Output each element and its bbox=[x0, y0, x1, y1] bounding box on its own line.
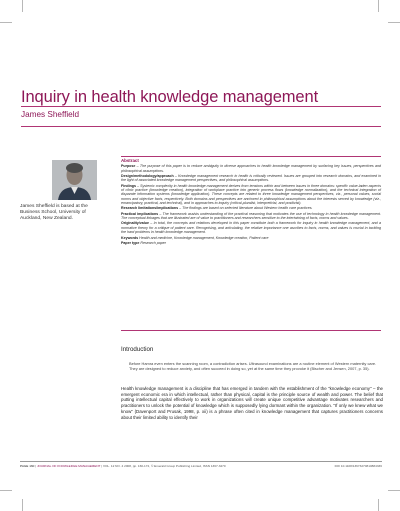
section-text: – Systemic complexity in health knowledge management derives from tensions within and between issues in three domains: specific value-laden aspects of clinic practice (knowledge creation), integration of workplace practice into generic process flows (knowledge normalization), and the technical integration of disparate information systems (knowledge application). These concepts are related to three knowledge management perspectives, viz., personal values, social norms and objective facts, respectively. Both domains and perspectives are anchored in philosophical assumptions about the interests served by knowledge (viz., emancipatory, practical, and technical), and in approaches to inquiry (critical-pluralist, interpretivist, and positivist). bbox=[121, 183, 381, 206]
crop-mark bbox=[388, 22, 400, 23]
page-footer: PAGE 160 | JOURNAL OF KNOWLEDGE MANAGEMENT | VOL. 12 NO. 4 2008, pp. 160-172, © Emerald Group Publishing Limited, ISSN 1367-3270 DOI 10.1108/13673270810884336 bbox=[20, 464, 382, 468]
citation-info: VOL. 12 NO. 4 2008, pp. 160-172, © Emerald Group Publishing Limited, ISSN 1367-3270 bbox=[102, 464, 226, 468]
author-photo bbox=[52, 160, 97, 200]
body-paragraph: Health knowledge management is a discipline that has emerged in tandem with the establishment of the "knowledge economy" – the emergent economic era in which intellectual, rather than physical, capital is the principle source of wealth and power. The belief that putting intellectual capital effectively to work in organizations will create unique competitive advantage motivates researchers and practitioners to unlock the potential of knowledge which is supposedly lying dormant within the organization. "If only we knew what we know" (Davenport and Prusak, 1998, p. xii) is a phrase often cited in knowledge management that captures practitioners concerns about their limited ability to identify their bbox=[121, 386, 383, 420]
doi: DOI 10.1108/13673270810884336 bbox=[334, 464, 382, 468]
section-text: – In total, the concepts and relations developed in this paper constitute both a framework for inquiry in health knowledge management, and a normative theory for a critique of patient care. Recognising, and articulating, the relative importance one ascribes to facts, norms, and values is crucial in tackling the hard problems in health knowledge management. bbox=[121, 221, 381, 235]
section-text: Health and medicine, Knowledge management, Knowledge creation, Patient care bbox=[138, 235, 269, 240]
section-text: – Knowledge management research in health is critically reviewed. Issues are grouped into research domains, and examined in the light of associated knowledge management perspectives, and philosophical assumptions. bbox=[121, 174, 381, 183]
section-label: Findings bbox=[121, 183, 136, 188]
section-text: Research paper bbox=[139, 240, 166, 245]
section-label: Practical implications bbox=[121, 211, 159, 216]
crop-mark bbox=[388, 490, 400, 491]
section-heading: Introduction bbox=[121, 346, 154, 353]
crop-mark bbox=[22, 499, 23, 511]
section-text: – The framework assists understanding of the practical reasoning that motivates the use of technology in health knowledge management. The conceptual linkages that are illustrated are of value to practitioners and researchers sensitive to the intertwining of facts, norms and values. bbox=[121, 211, 381, 221]
crop-mark bbox=[378, 0, 379, 12]
author-bio: James Sheffield is based at the Business School, University of Auckland, New Zealand. bbox=[20, 204, 88, 222]
page-number: PAGE 160 bbox=[20, 464, 35, 468]
footer-rule bbox=[20, 461, 382, 462]
section-label: Originality/value bbox=[121, 221, 149, 226]
author-rule bbox=[21, 126, 381, 127]
abstract-block bbox=[121, 159, 381, 246]
title-rule bbox=[21, 106, 381, 107]
section-label: Research limitations/implications bbox=[121, 206, 179, 211]
article-title: Inquiry in health knowledge management bbox=[21, 88, 319, 107]
crop-mark bbox=[0, 22, 12, 23]
abstract-bottom-rule bbox=[121, 330, 381, 331]
crop-mark bbox=[378, 499, 379, 511]
epigraph-quote: Before Hamra even enters the scanning room, a contradiction arises. Ultrasound examinations are a routine element of Western maternity care. They are designed to reduce anxiety, and often succeed in doing so, yet at the same time they provoke it (Bischer and Jensen, 2007, p. 35). bbox=[129, 361, 377, 372]
section-label: Design/methodology/approach bbox=[121, 174, 174, 179]
abstract-section bbox=[121, 164, 381, 173]
journal-name: JOURNAL OF KNOWLEDGE MANAGEMENT bbox=[36, 464, 101, 468]
author-name: James Sheffield bbox=[21, 110, 80, 119]
abstract-section bbox=[121, 241, 381, 245]
section-label: Keywords bbox=[121, 235, 139, 240]
abstract-section bbox=[121, 221, 381, 234]
abstract-section bbox=[121, 212, 381, 221]
section-label: Purpose bbox=[121, 164, 136, 169]
section-text: – The findings are based on selected literature about Western health care practices. bbox=[178, 206, 313, 211]
abstract-heading: Abstract bbox=[121, 158, 139, 163]
crop-mark bbox=[22, 0, 23, 12]
crop-mark bbox=[0, 490, 12, 491]
abstract-section bbox=[121, 206, 381, 210]
abstract-section bbox=[121, 236, 381, 240]
abstract-section bbox=[121, 174, 381, 183]
abstract-top-rule bbox=[121, 156, 381, 157]
section-label: Paper type bbox=[121, 240, 140, 245]
section-text: – The purpose of this paper is to reduce ambiguity in diverse approaches to health knowledge management by surfacing key issues, perspectives and philosophical assumptions. bbox=[121, 164, 381, 173]
abstract-section bbox=[121, 184, 381, 206]
